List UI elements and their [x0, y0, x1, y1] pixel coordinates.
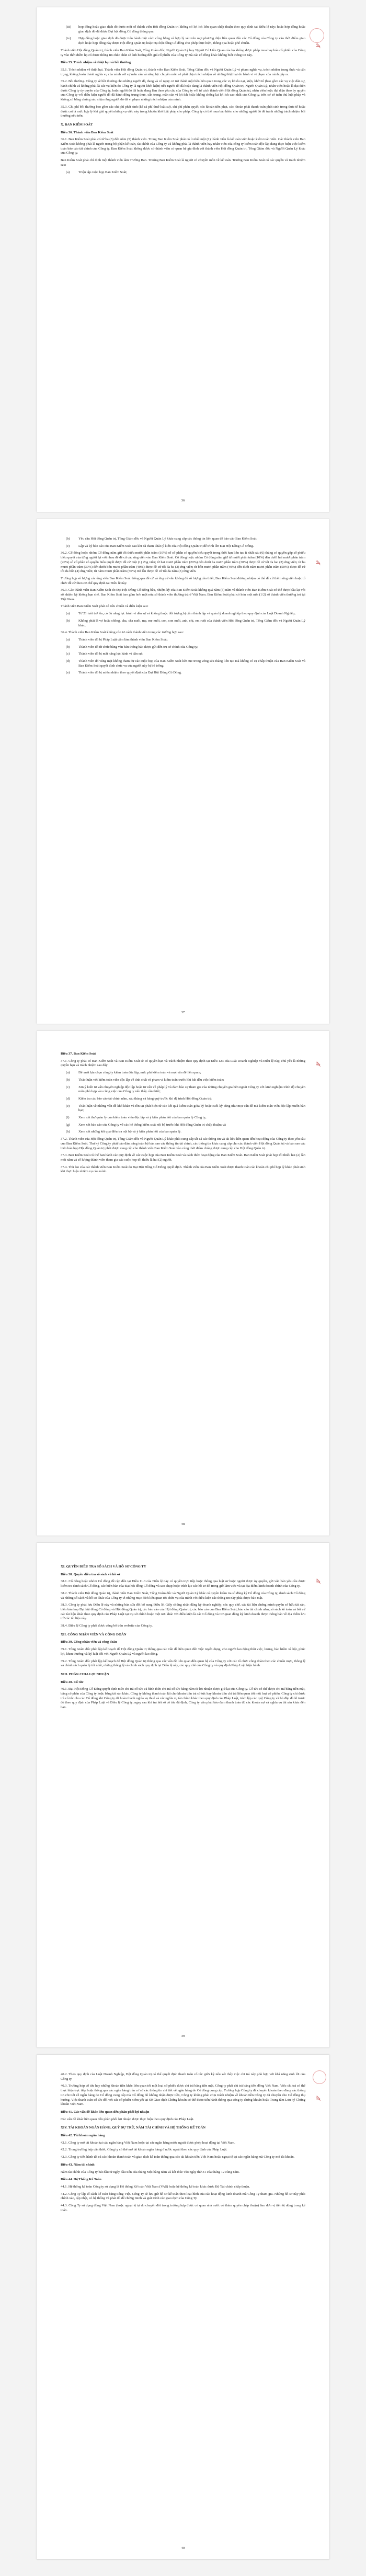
page-1: [37, 7, 329, 512]
paragraph: Ban Kiểm Soát phải chỉ định một thành viên làm Trưởng Ban. Trưởng Ban Kiểm Soát là người có chuyên môn về kế toán. Trưởng Ban Kiểm Soát có các quyền và trách nhiệm sau:: [61, 158, 305, 167]
item-label: (b): [66, 645, 70, 649]
list-item: [61, 544, 305, 549]
page-number: 40: [181, 2546, 185, 2550]
item-text: Kiểm tra các báo cáo tài chính năm, sáu tháng và hàng quý trước khi đệ trình Hội đồng Quản trị;: [78, 1096, 212, 1101]
paragraph: 35.3. Chi phí bồi thường bao gồm các chi phí phát sinh (kể cả phí thuê luật sư), chi phí phán quyết, các khoản tiền phạt, các khoản phải thanh toán phát sinh trong thực tế hoặc được coi là mức hợp lý khi giải quyết những vụ việc này trong khuôn khổ luật pháp cho phép. Công ty có thể mua bảo hiểm cho những người đó để tránh những trách nhiệm bồi thường nêu trên.: [61, 105, 305, 118]
item-label: (a): [66, 612, 70, 616]
paragraph: Trường hợp số lượng các ứng viên Ban Kiểm Soát thông qua đề cử và ứng cử vẫn không đủ số lượng cần thiết, Ban Kiểm Soát đương nhiệm có thể đề cử thêm ứng viên hoặc tổ chức đề cử theo cơ chế quy định tại Điều lệ này.: [61, 576, 305, 585]
list-item: [61, 1071, 305, 1075]
item-label: (c): [66, 544, 70, 548]
item-label: (c): [66, 1085, 70, 1089]
item-label: (b): [66, 619, 70, 623]
list-item: [61, 37, 305, 45]
article-heading: Điều 42. Tài khoản ngân hàng: [61, 2134, 105, 2138]
signature: ꝟ: [313, 560, 323, 566]
paragraph: 38.4. Điều lệ Công ty phải được công bố trên website của Công ty.: [61, 1624, 153, 1628]
list-item: [61, 1078, 305, 1083]
paragraph: Thành viên Hội đồng Quản trị, thành viên Ban Kiểm Soát, Tổng Giám đốc, Người Quản Lý hay Người Có Liên Quan của họ không được phép mua hay bán cổ phiếu của Công ty vào thời điểm họ có được thông tin chắc chắn sẽ ảnh hưởng đến giá cổ phiếu của Công ty mà các cổ đông khác không biết thông tin này.: [61, 48, 305, 57]
list-item: [61, 619, 305, 628]
item-text: Xem xét báo cáo của Công ty về các hệ thống kiểm soát nội bộ trước khi Hội đồng Quản trị chấp thuận; và: [78, 1123, 226, 1127]
signature: ꝟ: [313, 1062, 323, 1068]
paragraph: 38.1. Cổ đông hoặc nhóm Cổ đông đề cập đến tại Điều 11.3 của Điều lệ này có quyền trực tiếp hoặc thông qua luật sư hoặc người được ủy quyền, gửi văn bản yêu cầu được kiểm tra danh sách Cổ đông, các biên bản của Đại hội đồng Cổ đông và sao chụp hoặc trích lục các hồ sơ đó trong giờ làm việc và tại địa điểm kinh doanh chính của Công ty.: [61, 1579, 305, 1588]
article-heading: Điều 41. Các vấn đề khác liên quan đến phân phối lợi nhuận: [61, 2110, 150, 2114]
item-text: Xem xét thư quản lý của kiểm toán viên độc lập và ý kiến phản hồi của ban quản lý Công ty;: [78, 1116, 207, 1120]
page-content: [61, 2073, 305, 2213]
item-text: Thảo luận về những vấn đề khó khăn và tồn tại phát hiện từ các kết quả kiểm toán giữa kỳ hoặc cuối kỳ cũng như mọi vấn đề mà kiểm toán viên độc lập muốn bàn bạc;: [78, 1104, 305, 1113]
paragraph: 35.2. Bồi thường. Công ty sẽ bồi thường cho những người đã, đang và có nguy cơ trở thành một bên liên quan trong các vụ khiếu nại, kiện, khởi tố (bao gồm các vụ việc dân sự, hành chính và không phải là các vụ kiện do Công ty là người khởi kiện) nếu người đó đã hoặc đang là thành viên Hội đồng Quản trị, Người Quản Lý, nhân viên hoặc là đại diện được Công ty ủy quyền của Công ty, hoặc người đó đã hoặc đang làm theo yêu cầu của Công ty với tư cách thành viên Hội đồng Quản trị, nhân viên hoặc đại diện theo ủy quyền của Công ty với điều kiện người đó đã hành động trung thực, cẩn trọng, mẫn cán vì lợi ích hoặc không chống lại lợi ích cao nhất của Công ty, trên cơ sở tuân thủ luật pháp và không có bằng chứng xác nhận rằng người đó đã vi phạm những trách nhiệm của mình.: [61, 79, 305, 102]
article-heading: Điều 36. Thành viên Ban Kiểm Soát: [61, 130, 113, 134]
page-content: [61, 537, 305, 676]
paragraph: 44.2. Công Ty lập sổ sách kế toán bằng tiếng Việt. Công Ty sẽ lưu giữ hồ sơ kế toán theo loại hình của các hoạt động kinh doanh mà Công Ty tham gia. Những hồ sơ này phải chính xác, cập nhật, có hệ thống và phải đủ để chứng minh và giải trình các giao dịch của Công Ty.: [61, 2192, 305, 2201]
list-item: [61, 25, 305, 34]
page-number: 37: [181, 1011, 185, 1015]
paragraph: Thành viên Ban Kiểm Soát phải có tiêu chuẩn và điều kiện sau:: [61, 604, 148, 609]
page-content: [61, 1565, 305, 1710]
paragraph: 40.2. Theo quy định của Luật Doanh Nghiệp, Hội đồng Quản trị có thể quyết định thanh toán cổ tức giữa kỳ nếu xét thấy việc chi trả này phù hợp với khả năng sinh lời của Công ty.: [61, 2073, 305, 2081]
paragraph: Các vấn đề khác liên quan đến phân phối lợi nhuận được thực hiện theo quy định của Pháp Luật.: [61, 2117, 195, 2121]
article-heading: Điều 44. Hệ Thống Kế Toán: [61, 2178, 101, 2182]
item-label: (d): [66, 659, 70, 663]
item-text: Lập và ký báo cáo của Ban Kiểm Soát sau khi đã tham khảo ý kiến của Hội đồng Quản trị để trình lên Đại Hội Đồng Cổ Đông.: [78, 544, 254, 548]
item-text: Thành viên đó bị mất năng lực hành vi dân sự;: [78, 652, 143, 656]
item-text: Xin ý kiến tư vấn chuyên nghiệp độc lập hoặc tư vấn về pháp lý và đảm bảo sự tham gia của những chuyên gia bên ngoài Công ty với kinh nghiệm trình độ chuyên môn phù hợp vào công việc của Công ty nếu thấy cần thiết;: [78, 1085, 305, 1094]
paragraph: 40.1. Đại Hội Đồng Cổ Đông quyết định mức chi trả cổ tức và hình thức chi trả cổ tức hàng năm từ lợi nhuận được giữ lại của Công ty. Cổ tức có thể được chi trả bằng tiền mặt, bằng cổ phần của Công ty hoặc bằng tài sản khác. Công ty không thanh toán lãi cho khoản tiền trả cổ tức hay khoản tiền chi trả liên quan tới một loại cổ phiếu. Công ty chỉ được trả cổ tức cho các Cổ đông khi Công ty đã hoàn thành nghĩa vụ thuế và các nghĩa vụ tài chính khác theo quy định của Pháp Luật, trích lập các quỹ Công ty và bù đắp đủ lỗ trước đó theo quy định của Pháp Luật và Điều lệ Công ty; ngay sau khi trả hết số cổ tức đã định, Công ty vẫn phải bảo đảm thanh toán đủ các khoản nợ và nghĩa vụ tài sản khác đến hạn.: [61, 1687, 305, 1710]
list-item: [61, 1123, 305, 1128]
section-heading: XI. QUYỀN ĐIỀU TRA SỔ SÁCH VÀ HỒ SƠ CÔNG TY: [61, 1565, 146, 1569]
page-4: [37, 1543, 329, 2047]
item-label: (g): [66, 1123, 70, 1127]
list-item: [61, 612, 305, 616]
signature: ꝟ: [313, 43, 323, 49]
signature: ꝟ: [313, 1579, 323, 1585]
page-2: [37, 519, 329, 1024]
paragraph: Năm tài chính của Công ty bắt đầu từ ngày đầu tiên của tháng Một hàng năm và kết thúc vào ngày thứ 31 của tháng 12 cùng năm.: [61, 2170, 240, 2174]
paragraph: 38.3. Công ty phải lưu Điều lệ này và những bản sửa đổi bổ sung Điều lệ, Giấy chứng nhận đăng ký doanh nghiệp, các quy chế, các tài liệu chứng minh quyền sở hữu tài sản, biên bản họp Đại hội đồng Cổ đông và Hội đồng Quản trị, các báo cáo của Hội đồng Quản trị, các báo cáo của Ban Kiểm Soát, báo cáo tài chính năm, sổ sách kế toán và bất cứ các tài liệu khác theo quy định của Pháp Luật tại trụ sở chính hoặc một nơi khác với điều kiện là các Cổ đông và Cơ quan đăng ký kinh doanh được thông báo về địa điểm lưu trữ các tài liệu này.: [61, 1603, 305, 1621]
list-item: [61, 671, 305, 676]
item-text: Thành viên đó từ chức bằng văn bản thông báo được gửi đến trụ sở chính của Công ty;: [78, 645, 198, 649]
paragraph: 42.2. Trong trường hợp cần thiết, Công ty có thể mở tài khoản ngân hàng ở nước ngoài theo các quy định của Pháp Luật.: [61, 2148, 227, 2152]
item-label: (a): [66, 637, 70, 642]
item-text: Thảo luận với kiểm toán viên độc lập về tính chất và phạm vi kiểm toán trước khi bắt đầu việc kiểm toán;: [78, 1078, 224, 1082]
item-label: (e): [66, 1104, 70, 1108]
paragraph: 42.1. Công ty mở tài khoản tại các ngân hàng Việt Nam hoặc tại các ngân hàng nước ngoài được phép hoạt động tại Việt Nam.: [61, 2140, 235, 2145]
list-item: [61, 1085, 305, 1094]
paragraph: 39.1. Tổng Giám đốc phải lập kế hoạch để Hội đồng Quản trị thông qua các vấn đề liên quan đến việc tuyển dụng, cho người lao động thôi việc, lương, bảo hiểm xã hội, phúc lợi, khen thưởng và kỷ luật đối với Người Quản Lý và người lao động.: [61, 1647, 305, 1656]
paragraph: 37.4. Thù lao của các thành viên Ban Kiểm Soát do Đại Hội Đồng Cổ Đông quyết định. Thành viên của Ban Kiểm Soát được thanh toán các khoản chi phí hợp lý khác phát sinh khi thực hiện nhiệm vụ của mình.: [61, 1165, 305, 1174]
item-text: Thành viên đó vắng mặt không tham dự các cuộc họp của Ban Kiểm Soát liên tục trong vòng sáu tháng liên tục mà không có sự chấp thuận của Ban Kiểm Soát và Ban Kiểm Soát quyết định chức vụ của người này bị bỏ trống;: [78, 659, 305, 668]
section-heading: XII. CÔNG NHÂN VIÊN VÀ CÔNG ĐOÀN: [61, 1632, 127, 1636]
page-number: 36: [181, 499, 185, 503]
page-5: [37, 2055, 329, 2559]
item-label: (a): [66, 1071, 70, 1075]
article-heading: Điều 43. Năm tài chính: [61, 2162, 95, 2167]
page-number: 38: [181, 1522, 185, 1527]
section-heading: XIV. TÀI KHOẢN NGÂN HÀNG, QUỸ DỰ TRỮ, NĂM TÀI CHÍNH VÀ HỆ THỐNG KẾ TOÁN: [61, 2126, 205, 2130]
item-label: (h): [66, 1130, 70, 1134]
paragraph: 37.1. Công ty phải có Ban Kiểm Soát và Ban Kiểm Soát sẽ có quyền hạn và trách nhiệm theo quy định tại Điều 123 của Luật Doanh Nghiệp và Điều lệ này, chủ yếu là những quyền hạn và trách nhiệm sau đây:: [61, 1059, 305, 1068]
list-item: [61, 170, 305, 175]
paragraph: 38.2. Thành viên Hội đồng Quản trị, thành viên Ban Kiểm Soát, Tổng Giám đốc và Người Quản Lý khác có quyền kiểm tra sổ đăng ký Cổ đông của Công ty, danh sách Cổ đông và những sổ sách và hồ sơ khác của Công ty vì những mục đích liên quan tới chức vụ của mình với điều kiện các thông tin này phải được bảo mật.: [61, 1591, 305, 1600]
paragraph: 42.3. Công ty tiến hành tất cả các khoản thanh toán và giao dịch kế toán thông qua các tài khoản tiền Việt Nam hoặc ngoại tệ tại các ngân hàng mà Công ty mở tài khoản.: [61, 2155, 295, 2159]
item-text: Không phải là vợ hoặc chồng, cha, cha nuôi, mẹ, mẹ nuôi, con, con nuôi, anh, chị, em ruột của thành viên Hội đồng Quản trị, Tổng Giám đốc và Người Quản Lý khác.: [78, 619, 305, 627]
item-label: (a): [66, 170, 70, 174]
paragraph: 44.1. Hệ thống kế toán Công ty sử dụng là Hệ thống Kế toán Việt Nam (VAS) hoặc hệ thống kế toán khác được Bộ Tài chính chấp thuận.: [61, 2184, 250, 2189]
list-item: [61, 652, 305, 657]
article-heading: Điều 35. Trách nhiệm về thiệt hại và bồi thường: [61, 61, 131, 65]
article-heading: Điều 38. Quyền điều tra sổ sách và hồ sơ: [61, 1572, 120, 1576]
list-item: [61, 537, 305, 542]
item-label: (e): [66, 671, 70, 675]
list-item: [61, 645, 305, 650]
paragraph: 37.3. Ban Kiểm Soát có thể ban hành các quy định về các cuộc họp của Ban Kiểm Soát và cách thức hoạt động của Ban Kiểm Soát. Ban Kiểm Soát phải họp tối thiểu hai (2) lần một năm và số lượng thành viên tham gia các cuộc họp tối thiểu là hai (2) người.: [61, 1153, 305, 1162]
paragraph: 39.2. Tổng Giám đốc phải lập kế hoạch để Hội đồng Quản trị thông qua các vấn đề liên quan đến quan hệ của Công ty với các tổ chức công đoàn theo các chuẩn mực, thông lệ và chính sách quản lý tốt nhất, những thông lệ và chính sách quy định tại Điều lệ này, các quy chế của Công ty và quy định Pháp Luật hiện hành.: [61, 1659, 305, 1668]
article-heading: Điều 40. Cổ tức: [61, 1680, 84, 1684]
paragraph: 40.3. Trường hợp cổ tức hay những khoản tiền khác liên quan tới một loại cổ phiếu được chi trả bằng tiền mặt, Công ty phải chi trả bằng tiền đồng Việt Nam. Việc chi trả có thể thực hiện trực tiếp hoặc thông qua các ngân hàng trên cơ sở các thông tin chi tiết về ngân hàng do Cổ đông cung cấp. Trường hợp Công ty đã chuyển khoản theo đúng các thông tin chi tiết về ngân hàng do Cổ đông cung cấp mà Cổ đông đó không nhận được tiền, Công ty không phải chịu trách nhiệm về khoản tiền Công ty đã chuyển cho Cổ đông thụ hưởng. Việc thanh toán cổ tức đối với các cổ phiếu niêm yết tại Sở Giao dịch Chứng khoán có thể được tiến hành thông qua công ty chứng khoán hoặc Trung tâm Lưu ký Chứng khoán Việt Nam.: [61, 2084, 305, 2106]
paragraph: 36.3. Các thành viên Ban Kiểm Soát do Đại Hội Đồng Cổ Đông bầu, nhiệm kỳ của Ban Kiểm Soát không quá năm (5) năm và thành viên Ban Kiểm Soát có thể được bầu lại với số nhiệm kỳ không hạn chế. Ban Kiểm Soát bao gồm hơn một nửa số thành viên thường trú ở Việt Nam. Ban Kiểm Soát phải có hơn một nửa (1/2) số thành viên thường trú tại Việt Nam.: [61, 588, 305, 601]
paragraph: 35.1. Trách nhiệm về thiệt hại. Thành viên Hội đồng Quản trị, thành viên Ban Kiểm Soát, Tổng Giám đốc và Người Quản Lý vi phạm nghĩa vụ, trách nhiệm trung thực và cẩn trọng, không hoàn thành nghĩa vụ của mình với sự mẫn cán và năng lực chuyên môn sẽ phải chịu trách nhiệm về những thiệt hại do hành vi vi phạm của mình gây ra.: [61, 67, 305, 76]
item-label: (iii): [66, 25, 71, 29]
page-content: [61, 1052, 305, 1174]
list-item: [61, 1116, 305, 1120]
list-item: [61, 638, 305, 643]
item-text: Triệu tập cuộc họp Ban Kiểm Soát;: [78, 170, 128, 174]
item-text: Đề xuất lựa chọn công ty kiểm toán độc lập, mức phí kiểm toán và mọi vấn đề liên quan;: [78, 1071, 201, 1075]
list-item: [61, 1130, 305, 1135]
paragraph: 36.4. Thành viên Ban Kiểm Soát không còn tư cách thành viên trong các trường hợp sau:: [61, 631, 184, 635]
page-3: [37, 1031, 329, 1536]
seal-stamp: [313, 2070, 326, 2084]
item-label: (d): [66, 1096, 70, 1101]
section-heading: XIII. PHÂN CHIA LỢI NHUẬN: [61, 1672, 109, 1676]
item-label: (c): [66, 652, 70, 656]
item-text: Xem xét những kết quả điều tra nội bộ và ý kiến phản hồi của ban quản lý.: [78, 1130, 181, 1134]
item-text: Thành viên đó bị miễn nhiệm theo quyết định của Đại Hội Đồng Cổ Đông.: [78, 671, 182, 675]
paragraph: 37.2. Thành viên của Hội đồng Quản trị, Tổng Giám đốc và Người Quản Lý khác phải cung cấp tất cả các thông tin và tài liệu liên quan đến hoạt động của Công ty theo yêu cầu của Ban Kiểm Soát. Thư ký Công ty phải bảo đảm rằng toàn bộ bản sao các thông tin tài chính, các thông tin khác cung cấp cho các thành viên Hội đồng Quản trị và bản sao các biên bản họp Hội đồng Quản trị phải được cung cấp cho thành viên Ban Kiểm Soát vào cùng thời điểm chúng được cung cấp cho Hội đồng Quản trị.: [61, 1137, 305, 1150]
list-item: [61, 659, 305, 668]
article-heading: Điều 39. Công nhân viên và công đoàn: [61, 1640, 117, 1644]
item-text: Thành viên đó bị Pháp Luật cấm làm thành viên Ban Kiểm Soát;: [78, 637, 168, 642]
item-label: (b): [66, 1078, 70, 1082]
item-text: Yêu cầu Hội đồng Quản trị, Tổng Giám đốc và Người Quản Lý khác cung cấp các thông tin liên quan để báo cáo Ban Kiểm Soát;: [78, 537, 258, 541]
paragraph: 44.3. Công Ty sử dụng đồng Việt Nam (hoặc ngoại tệ tự do chuyển đổi trong trường hợp được cơ quan nhà nước có thẩm quyền chấp thuận) làm đơn vị tiền tệ dùng trong kế toán.: [61, 2204, 305, 2212]
paragraph: 36.1. Ban Kiểm Soát phải có từ ba (3) đến năm (5) thành viên. Trong Ban Kiểm Soát phải có ít nhất một (1) thành viên là kế toán viên hoặc kiểm toán viên. Các thành viên Ban Kiểm Soát không phải là người trong bộ phận kế toán, tài chính của Công ty và không phải là thành viên hay nhân viên của công ty kiểm toán độc lập đang thực hiện việc kiểm toán báo cáo tài chính của Công ty. Ban Kiểm Soát không được có thành viên có quan hệ gia đình với thành viên Hội đồng Quản trị, Tổng Giám đốc và Người Quản Lý khác của Công ty.: [61, 138, 305, 155]
item-label: (b): [66, 537, 70, 541]
item-label: (iv): [66, 37, 71, 41]
item-text: Hợp đồng hoặc giao dịch đó được tiến hành một cách công bằng và hợp lý xét trên mọi phương diện liên quan đến các Cổ đông của Công ty vào thời điểm giao dịch hoặc hợp đồng này được Hội đồng Quản trị hoặc Đại hội đồng Cổ đông cho phép thực hiện, thông qua hoặc phê chuẩn.: [78, 37, 305, 45]
item-text: họp đồng hoặc giao dịch đó được một số thành viên Hội đồng Quản trị không có lợi ích liên quan chấp thuận theo quy định tại Điều lệ này; hoặc hợp đồng hoặc giao dịch đó đã được Đại hội đồng Cổ đông thông qua.: [78, 25, 305, 33]
signature: ꝟ: [313, 2096, 323, 2102]
document: [0, 7, 366, 2559]
list-item: [61, 1097, 305, 1102]
page-content: [61, 25, 305, 175]
page-number: 39: [181, 2034, 185, 2039]
list-item: [61, 1104, 305, 1113]
item-label: (f): [66, 1116, 70, 1120]
item-text: Từ 21 tuổi trở lên, có đủ năng lực hành vi dân sự và không thuộc đối tượng bị cấm thành lập và quản lý doanh nghiệp theo quy định của Luật Doanh Nghiệp;: [78, 612, 295, 616]
seal-stamp: [310, 28, 324, 43]
section-heading: X. BAN KIỂM SOÁT: [61, 122, 93, 127]
article-heading: Điều 37. Ban Kiểm Soát: [61, 1052, 96, 1056]
paragraph: 36.2. Cổ đông hoặc nhóm Cổ đông nắm giữ tối thiểu mười phần trăm (10%) số cổ phần có quyền biểu quyết trong thời hạn liên tục ít nhất sáu (6) tháng có quyền gộp số phiếu biểu quyết của từng người lại với nhau để đề cử các ứng viên vào Ban Kiểm Soát. Cổ đông hoặc nhóm Cổ đông nắm giữ từ mười phần trăm (10%) đến dưới hai mươi phần trăm (20%) số cổ phần có quyền biểu quyết được đề cử một (1) ứng viên; từ hai mươi phần trăm (20%) đến dưới ba mươi phần trăm (30%) được đề cử tối đa hai (2) ứng viên; từ ba mươi phần trăm (30%) đến dưới bốn mươi phần trăm (40%) được đề cử tối đa ba (3) ứng viên; từ bốn mươi phần trăm (40%) đến dưới năm mươi phần trăm (50%) được đề cử tối đa bốn (4) ứng viên; từ năm mươi phần trăm (50%) trở lên được đề cử tối đa năm (5) ứng viên.: [61, 551, 305, 574]
